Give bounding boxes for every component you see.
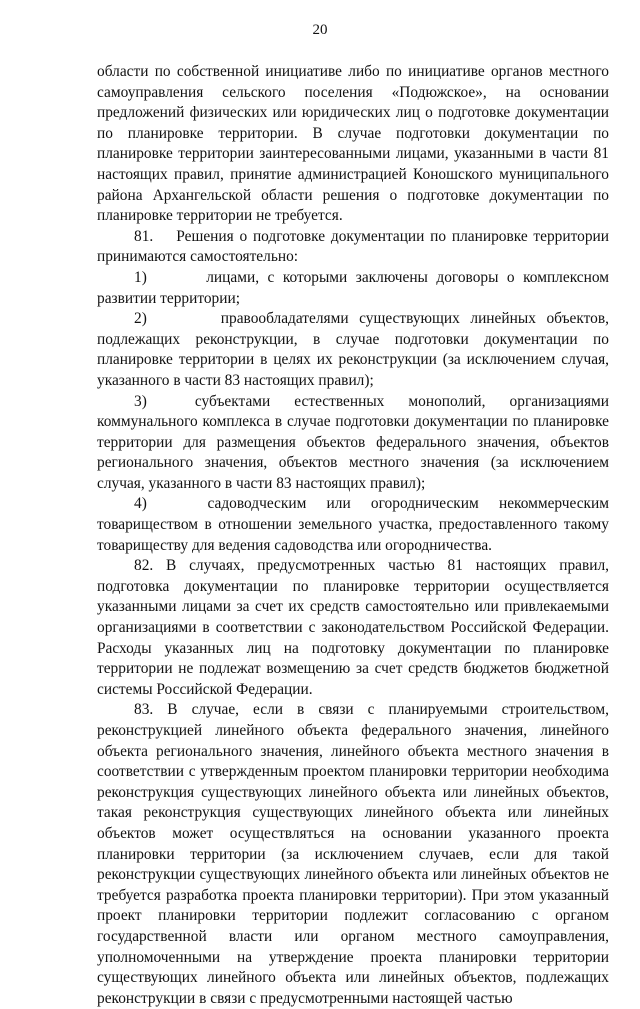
paragraph-82: 82. В случаях, предусмотренных частью 81 настоящих правил, подготовка документации по планировке территории осуществляется указанными лицами за счет их средств самостоятельно или привлекаемыми организациями в соответствии с законодательством Российской Федерации. Расходы указанных лиц на подготовку документации по планировке территории не подлежат возмещению за счет средств бюджетов бюджетной системы Российской Федерации. [97,557,609,698]
list-item-1: 1) лицами, с которыми заключены договоры о комплексном развитии территории; [97,268,609,307]
document-body [97,62,609,1009]
list-item-3: 3) субъектами естественных монополий, организациями коммунального комплекса в случае подготовки документации по планировке территории для размещения объектов федерального значения, объектов регионального значения, объектов местного значения (за исключением случая, указанного в части 83 настоящих правил); [97,392,609,492]
page-number: 20 [312,22,328,38]
list-item-4: 4) садоводческим или огородническим некоммерческим товариществом в отношении земельного участка, предоставленного такому товариществу для ведения садоводства или огородничества. [97,495,609,554]
list-item-2: 2) правообладателями существующих линейных объектов, подлежащих реконструкции, в случае подготовки документации по планировке территории в целях их реконструкции (за исключением случая, указанного в части 83 настоящих правил); [97,310,609,389]
paragraph-83: 83. В случае, если в связи с планируемыми строительством, реконструкцией линейного объекта федерального значения, линейного объекта регионального значения, линейного объекта местного значения в соответствии с утвержденным проектом планировки территории необходима реконструкция существующих линейного объекта или линейных объектов, такая реконструкция существующих линейного объекта или линейных объектов может осуществляться на основании указанного проекта планировки территории (за исключением случаев, если для такой реконструкции существующих линейного объекта или линейных объектов не требуется разработка проекта планировки территории). При этом указанный проект планировки территории подлежит согласованию с органом государственной власти или органом местного самоуправления, уполномоченными на утверждение проекта планировки территории существующих линейного объекта или линейных объектов, подлежащих реконструкции в связи с предусмотренными настоящей частью [97,701,609,1007]
paragraph-continuation: области по собственной инициативе либо по инициативе органов местного самоуправления сельского поселения «Подюжское», на основании предложений физических или юридических лиц о подготовке документации по планировке территории. В случае подготовки документации по планировке территории заинтересованными лицами, указанными в части 81 настоящих правил, принятие администрацией Коношского муниципального района Архангельской области решения о подготовке документации по планировке территории не требуется. [97,63,609,225]
paragraph-81: 81. Решения о подготовке документации по планировке территории принимаются самостоятельно: [97,227,609,266]
